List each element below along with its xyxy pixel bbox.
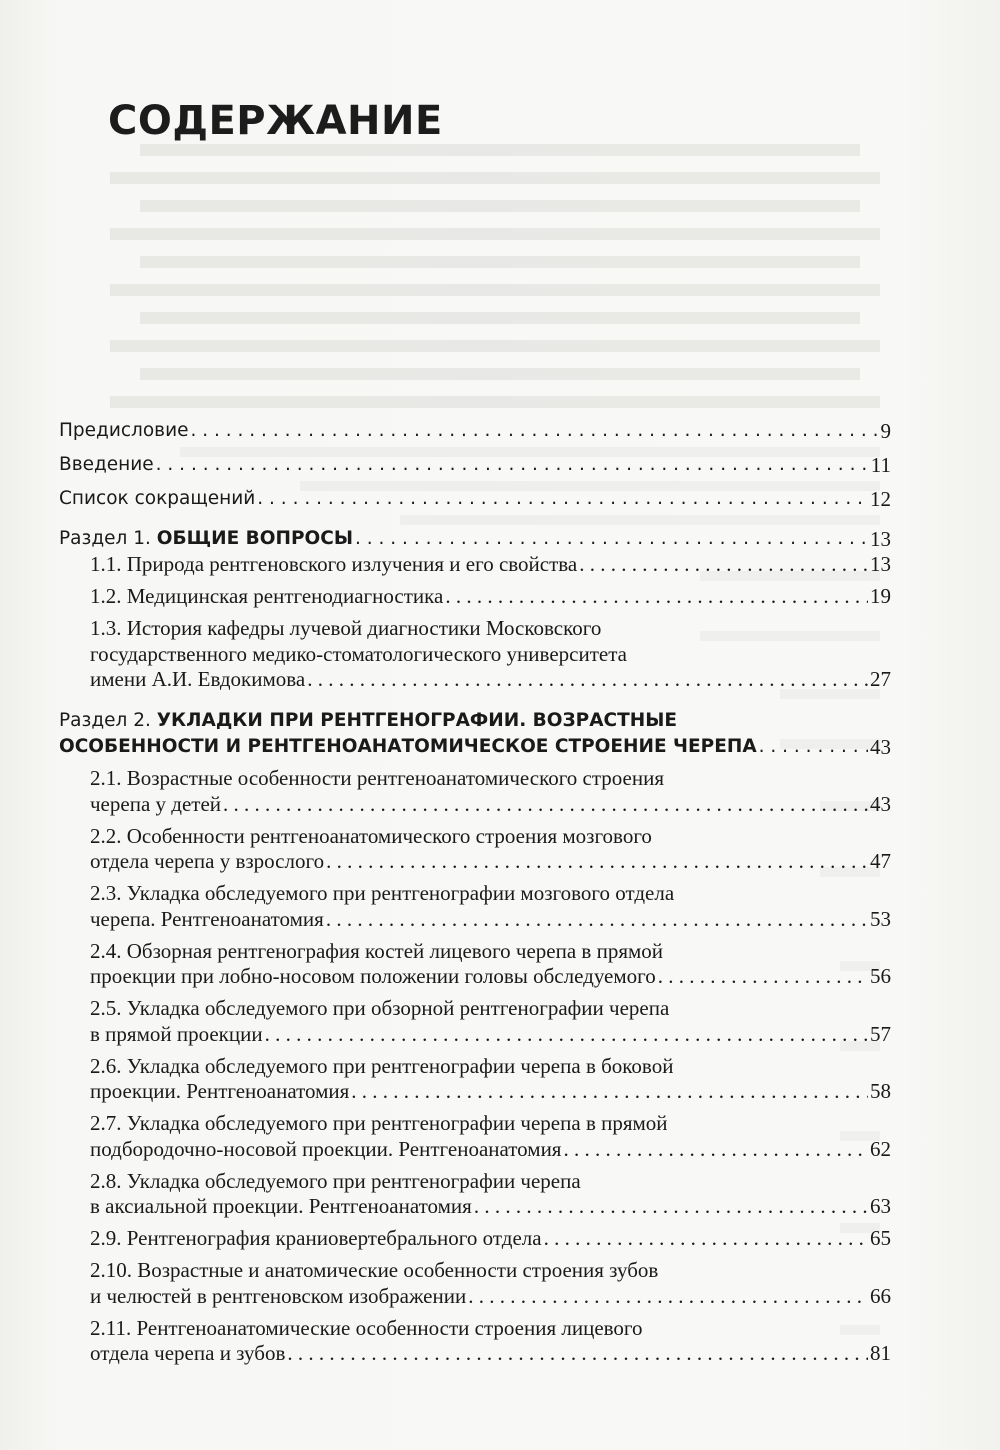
toc-entry-1-1[interactable] xyxy=(90,552,891,578)
toc-entry-page: 56 xyxy=(870,964,891,988)
toc-entry-last-line xyxy=(90,1226,891,1252)
toc-entry-1-2[interactable] xyxy=(90,584,891,610)
toc-entry-label: 2.9. Рентгенография краниовертебрального отдела xyxy=(90,1226,542,1250)
toc-entry-label: Список сокращений xyxy=(59,488,256,509)
dot-leader xyxy=(544,1226,868,1252)
toc-entry-last-line xyxy=(90,584,891,610)
toc-entry-label: отдела черепа и зубов xyxy=(90,1341,286,1365)
toc-entry-last-line xyxy=(90,1022,891,1048)
toc-entry-last-line xyxy=(90,1137,891,1163)
toc-entry-line: 2.4. Обзорная рентгенография костей лицевого черепа в прямой xyxy=(90,938,664,963)
section-title: ОБЩИЕ ВОПРОСЫ xyxy=(156,528,354,549)
dot-leader xyxy=(265,1022,868,1048)
toc-entry-line: 2.5. Укладка обследуемого при обзорной рентгенографии черепа xyxy=(90,996,670,1020)
toc-entry-label: проекции при лобно-носовом положении головы обследуемого xyxy=(90,964,656,988)
toc-entry-line: государственного медико-стоматологического университета xyxy=(90,641,627,666)
toc-entry-label: имени А.И. Евдокимова xyxy=(90,667,306,691)
dot-leader xyxy=(223,792,868,818)
dot-leader xyxy=(579,552,868,578)
toc-section-2-heading-line xyxy=(59,708,891,734)
toc-entry-last-line xyxy=(90,552,891,578)
spacer xyxy=(59,699,891,708)
section-2-items xyxy=(59,766,891,1367)
toc-entry-2-1[interactable] xyxy=(90,766,891,817)
dot-leader xyxy=(351,1079,868,1105)
dot-leader xyxy=(190,414,878,448)
toc-entry-label: в прямой проекции xyxy=(90,1021,263,1046)
toc-entry-page: 58 xyxy=(870,1079,891,1103)
toc-entry-page: 53 xyxy=(870,906,891,931)
toc-entry-last-line xyxy=(90,849,891,875)
toc-entry-2-10[interactable] xyxy=(90,1258,891,1309)
section-title-line-2: ОСОБЕННОСТИ И РЕНТГЕНОАНАТОМИЧЕСКОЕ СТРОЕНИЕ ЧЕРЕПА xyxy=(59,736,757,757)
section-title-line-1: УКЛАДКИ ПРИ РЕНТГЕНОГРАФИИ. ВОЗРАСТНЫЕ xyxy=(156,710,678,731)
dot-leader xyxy=(658,964,868,990)
toc-section-1-heading[interactable] xyxy=(59,526,891,552)
dot-leader xyxy=(307,667,868,693)
toc-entry-line: 2.8. Укладка обследуемого при рентгенографии черепа xyxy=(90,1168,581,1193)
page-title: СОДЕРЖАНИЕ xyxy=(108,98,443,144)
toc-entry-page: 43 xyxy=(870,791,891,816)
toc-entry-2-2[interactable] xyxy=(90,824,891,875)
toc-entry-2-7[interactable] xyxy=(90,1111,891,1162)
toc-entry-label: подбородочно-носовой проекции. Рентгеноанатомия xyxy=(90,1136,562,1161)
toc-entry-page: 11 xyxy=(870,453,891,477)
section-prefix: Раздел 2. xyxy=(59,710,151,731)
toc-entry-2-9[interactable] xyxy=(90,1226,891,1252)
toc-section-2-heading[interactable] xyxy=(59,734,891,760)
toc-entry-2-3[interactable] xyxy=(90,881,891,932)
dot-leader xyxy=(355,526,868,552)
toc-entry-last-line xyxy=(90,1284,891,1310)
toc-entry-page: 47 xyxy=(870,849,891,873)
toc-entry-label: и челюстей в рентгеновском изображении xyxy=(90,1283,467,1308)
toc-entry-page: 13 xyxy=(870,552,891,576)
dot-leader xyxy=(326,849,868,875)
toc-entry-page: 57 xyxy=(870,1021,891,1046)
toc-entry-line: 2.3. Укладка обследуемого при рентгенографии мозгового отдела xyxy=(90,881,675,905)
dot-leader xyxy=(257,482,868,516)
toc-entry-label: в аксиальной проекции. Рентгеноанатомия xyxy=(90,1194,472,1218)
toc-entry-page: 62 xyxy=(870,1136,891,1161)
toc-entry-preface[interactable] xyxy=(59,414,891,448)
spacer xyxy=(59,516,891,526)
section-heading-text xyxy=(59,526,353,552)
toc-entry-label: черепа. Рентгеноанатомия xyxy=(90,906,324,931)
toc-entry-2-5[interactable] xyxy=(90,996,891,1047)
toc-entry-last-line xyxy=(90,1079,891,1105)
toc-entry-page: 63 xyxy=(870,1194,891,1218)
toc-entry-line: 2.11. Рентгеноанатомические особенности строения лицевого xyxy=(90,1315,643,1340)
section-1 xyxy=(59,526,891,552)
table-of-contents xyxy=(59,414,891,1373)
dot-leader xyxy=(445,584,868,610)
toc-entry-2-8[interactable] xyxy=(90,1169,891,1220)
toc-entry-line: 1.3. История кафедры лучевой диагностики Московского xyxy=(90,616,602,640)
section-prefix: Раздел 1. xyxy=(59,528,151,549)
dot-leader xyxy=(474,1194,868,1220)
toc-entry-last-line xyxy=(90,792,891,818)
toc-entry-page: 12 xyxy=(870,487,891,511)
toc-entry-label: Введение xyxy=(59,454,154,475)
toc-entry-last-line xyxy=(90,907,891,933)
dot-leader xyxy=(468,1284,868,1310)
toc-entry-2-11[interactable] xyxy=(90,1316,891,1367)
front-matter xyxy=(59,414,891,516)
toc-entry-page: 9 xyxy=(880,419,891,443)
toc-entry-2-4[interactable] xyxy=(90,939,891,990)
toc-entry-1-3[interactable] xyxy=(90,616,891,693)
dot-leader xyxy=(326,907,868,933)
toc-entry-label: Предисловие xyxy=(59,420,189,441)
toc-entry-introduction[interactable] xyxy=(59,448,891,482)
toc-entry-label: черепа у детей xyxy=(90,791,222,816)
toc-entry-page: 65 xyxy=(870,1226,891,1250)
toc-entry-line: 2.10. Возрастные и анатомические особенности строения зубов xyxy=(90,1258,659,1282)
toc-entry-page: 66 xyxy=(870,1283,891,1308)
dot-leader xyxy=(759,734,868,760)
section-2 xyxy=(59,708,891,760)
toc-entry-page: 81 xyxy=(870,1341,891,1365)
dot-leader xyxy=(287,1341,868,1367)
toc-entry-line: 2.1. Возрастные особенности рентгеноанатомического строения xyxy=(90,766,665,790)
toc-entry-line: 2.7. Укладка обследуемого при рентгенографии черепа в прямой xyxy=(90,1111,668,1135)
toc-entry-label: проекции. Рентгеноанатомия xyxy=(90,1079,350,1103)
toc-entry-2-6[interactable] xyxy=(90,1054,891,1105)
dot-leader xyxy=(156,448,869,482)
toc-entry-last-line xyxy=(90,1341,891,1367)
toc-entry-page: 19 xyxy=(870,584,891,608)
toc-entry-label: 1.1. Природа рентгеновского излучения и его свойства xyxy=(90,552,578,576)
toc-entry-page: 13 xyxy=(870,527,891,551)
toc-entry-label: отдела черепа у взрослого xyxy=(90,849,325,873)
toc-entry-line: 2.2. Особенности рентгеноанатомического строения мозгового xyxy=(90,823,652,848)
dot-leader xyxy=(563,1137,868,1163)
toc-entry-last-line xyxy=(90,667,891,693)
toc-entry-last-line xyxy=(90,964,891,990)
section-1-items xyxy=(59,552,891,693)
toc-entry-page: 27 xyxy=(870,667,891,691)
toc-entry-last-line xyxy=(90,1194,891,1220)
toc-entry-abbreviations[interactable] xyxy=(59,482,891,516)
toc-entry-label: 1.2. Медицинская рентгенодиагностика xyxy=(90,584,444,608)
toc-entry-page: 43 xyxy=(870,735,891,759)
toc-entry-line: 2.6. Укладка обследуемого при рентгенографии черепа в боковой xyxy=(90,1053,674,1078)
